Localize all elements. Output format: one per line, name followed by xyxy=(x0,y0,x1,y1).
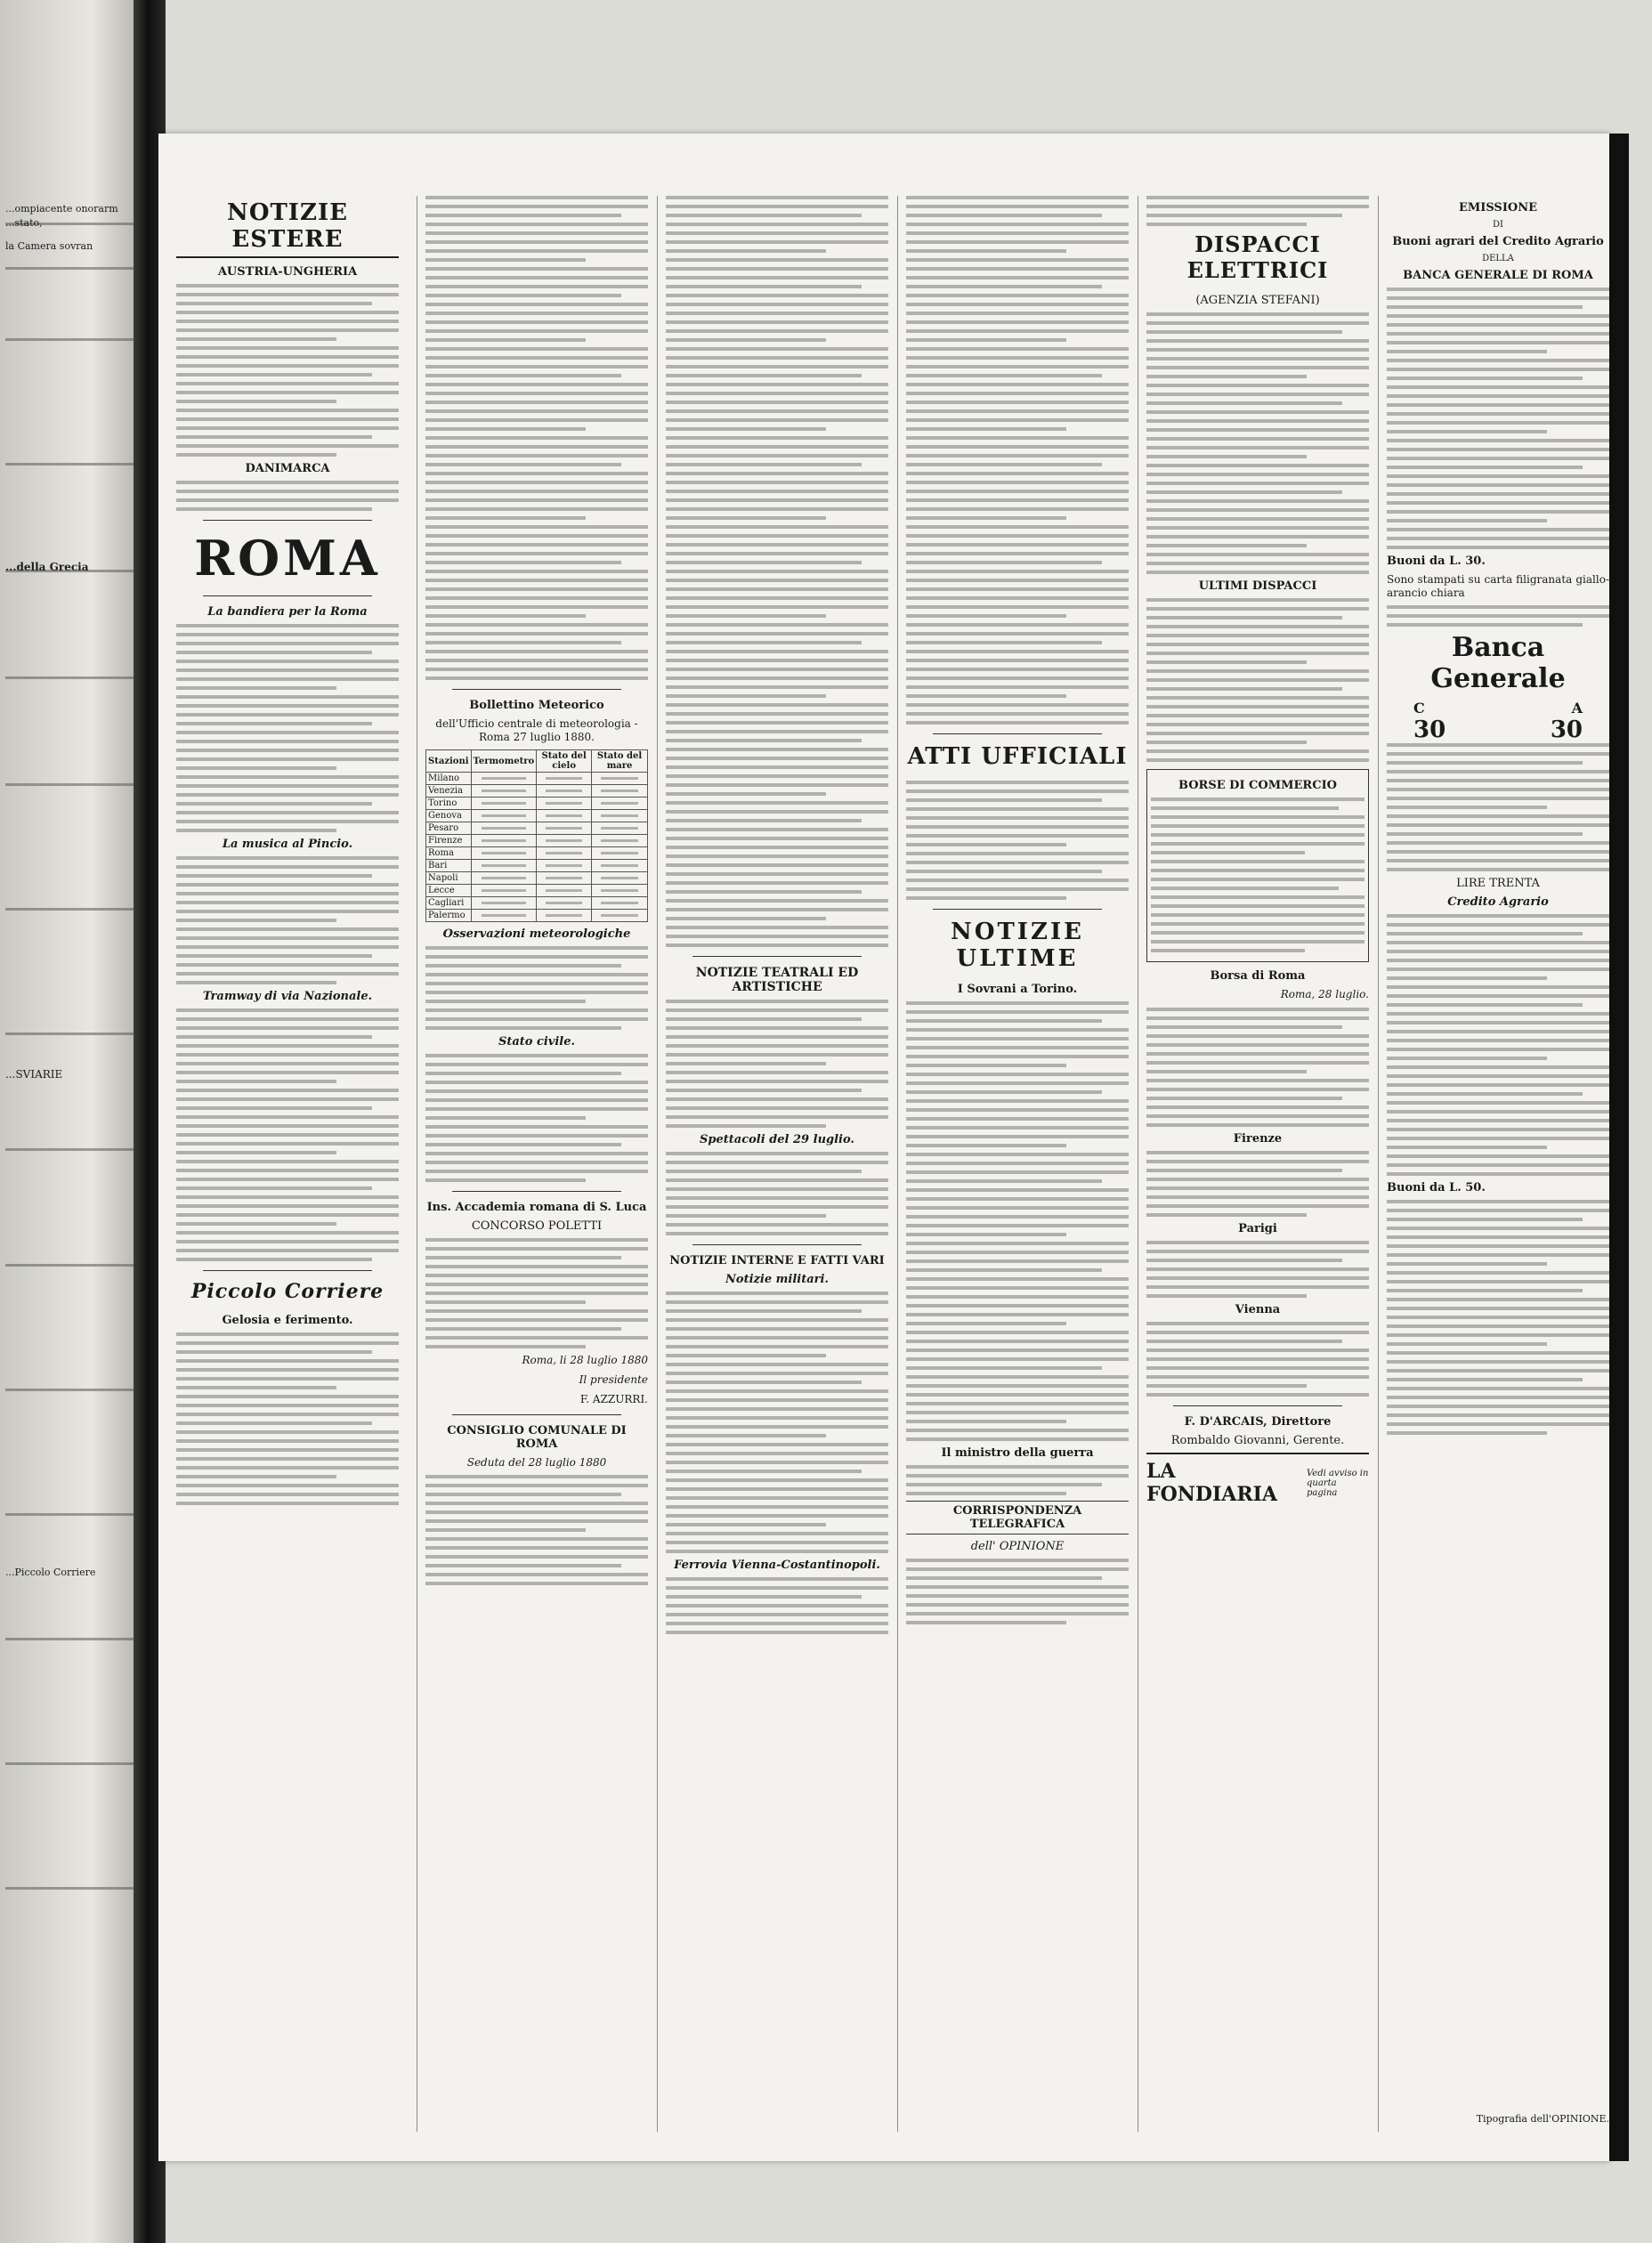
weather-cell xyxy=(471,872,537,885)
facing-page-edge xyxy=(0,0,151,2243)
weather-cell xyxy=(537,860,592,872)
fragment-5: ...SVIARIE xyxy=(5,1068,63,1081)
banca-heading: BANCA GENERALE DI ROMA xyxy=(1403,269,1593,282)
danimarca-heading: DANIMARCA xyxy=(245,462,330,475)
spettacoli-heading: Spettacoli del 29 luglio. xyxy=(700,1133,854,1146)
interne-heading: NOTIZIE INTERNE E FATTI VARI xyxy=(669,1254,885,1267)
borse-heading: BORSE DI COMMERCIO xyxy=(1178,779,1337,792)
presidente-name: F. AZZURRI. xyxy=(579,1393,648,1405)
fondiaria-heading: LA FONDIARIA xyxy=(1146,1460,1277,1506)
ferrovia-heading: Ferrovia Vienna-Costantinopoli. xyxy=(674,1559,880,1572)
weather-cell xyxy=(471,860,537,872)
weather-cell xyxy=(592,885,648,897)
station-name: Napoli xyxy=(426,872,472,885)
column-3 xyxy=(666,196,888,2132)
borsa-roma-date: Roma, 28 luglio. xyxy=(1280,988,1369,1000)
pincio-subheading: La musica al Pincio. xyxy=(222,838,353,851)
weather-row xyxy=(426,897,648,910)
right-page-edge xyxy=(1609,134,1629,2161)
col-mare: Stato del mare xyxy=(592,750,648,773)
firenze-heading: Firenze xyxy=(1233,1132,1283,1146)
weather-table xyxy=(425,749,648,922)
teatri-heading: NOTIZIE TEATRALI ED ARTISTICHE xyxy=(695,966,859,994)
column-6 xyxy=(1387,196,1609,2132)
station-name: Roma xyxy=(426,847,472,860)
parigi-heading: Parigi xyxy=(1238,1222,1277,1235)
vienna-heading: Vienna xyxy=(1235,1303,1281,1316)
banca-generale-ad-title: Banca Generale xyxy=(1430,632,1566,694)
weather-cell xyxy=(537,810,592,822)
weather-cell xyxy=(592,785,648,798)
station-name: Venezia xyxy=(426,785,472,798)
station-name: Pesaro xyxy=(426,822,472,835)
column-5 xyxy=(1146,196,1369,2132)
buoni-50-heading: Buoni da L. 50. xyxy=(1387,1181,1486,1194)
weather-cell xyxy=(471,822,537,835)
column-1 xyxy=(176,196,399,2132)
lire-trenta: LIRE TRENTA xyxy=(1456,877,1540,890)
ad-number-left: 30 xyxy=(1413,717,1446,743)
concorso-heading: CONCORSO POLETTI xyxy=(471,1219,603,1233)
weather-cell xyxy=(592,897,648,910)
borsa-roma-heading: Borsa di Roma xyxy=(1210,969,1306,983)
ad-letter-c: C xyxy=(1413,700,1425,717)
fondiaria-note: Vedi avviso in quarta pagina xyxy=(1307,1468,1369,1498)
fragment-1: ...ompiacente onorarm xyxy=(5,203,118,215)
weather-cell xyxy=(592,822,648,835)
column-4 xyxy=(906,196,1129,2132)
stato-civile-heading: Stato civile. xyxy=(498,1035,576,1049)
weather-cell xyxy=(592,847,648,860)
weather-cell xyxy=(471,785,537,798)
accademia-heading: Ins. Accademia romana di S. Luca xyxy=(426,1201,647,1214)
col-cielo: Stato del cielo xyxy=(537,750,592,773)
weather-row xyxy=(426,885,648,897)
station-name: Torino xyxy=(426,798,472,810)
gerente: Rombaldo Giovanni, Gerente. xyxy=(1170,1434,1345,1447)
notizie-estere-heading: NOTIZIE ESTERE xyxy=(176,199,399,258)
weather-row xyxy=(426,847,648,860)
weather-cell xyxy=(537,785,592,798)
militari-heading: Notizie militari. xyxy=(725,1273,829,1286)
weather-cell xyxy=(592,860,648,872)
gelosia-subheading: Gelosia e ferimento. xyxy=(222,1314,353,1327)
weather-row xyxy=(426,773,648,785)
ultimi-dispacci-heading: ULTIMI DISPACCI xyxy=(1198,579,1317,593)
weather-cell xyxy=(471,773,537,785)
weather-cell xyxy=(537,798,592,810)
weather-cell xyxy=(471,910,537,922)
presidente-title: Il presidente xyxy=(579,1373,648,1386)
weather-cell xyxy=(537,885,592,897)
weather-cell xyxy=(471,810,537,822)
corrispondenza-heading: CORRISPONDENZA TELEGRAFICA xyxy=(906,1501,1129,1534)
station-name: Firenze xyxy=(426,835,472,847)
weather-cell xyxy=(537,910,592,922)
weather-cell xyxy=(471,835,537,847)
newspaper-page xyxy=(158,134,1609,2161)
ministro-heading: Il ministro della guerra xyxy=(941,1446,1094,1460)
weather-cell xyxy=(471,885,537,897)
buoni-30-description: Sono stampati su carta filigranata giallo-arancio chiara xyxy=(1387,573,1609,599)
weather-cell xyxy=(592,835,648,847)
consiglio-heading: CONSIGLIO COMUNALE DI ROMA xyxy=(447,1424,627,1451)
weather-row xyxy=(426,872,648,885)
austria-ungheria-heading: AUSTRIA-UNGHERIA xyxy=(217,265,358,279)
dispacci-heading: DISPACCI ELETTRICI xyxy=(1186,231,1329,283)
buoni-30-heading: Buoni da L. 30. xyxy=(1387,555,1486,568)
weather-cell xyxy=(592,773,648,785)
station-name: Palermo xyxy=(426,910,472,922)
roma-date: Roma, li 28 luglio 1880 xyxy=(522,1354,648,1366)
station-name: Genova xyxy=(426,810,472,822)
col-stazioni: Stazioni xyxy=(426,750,472,773)
ad-number-right: 30 xyxy=(1550,717,1583,743)
direttore: F. D'ARCAIS, Direttore xyxy=(1184,1415,1332,1429)
fragment-4: ...della Grecia xyxy=(5,561,89,573)
buoni-heading: Buoni agrari del Credito Agrario xyxy=(1392,235,1604,248)
weather-cell xyxy=(537,897,592,910)
weather-cell xyxy=(471,897,537,910)
credito-agrario: Credito Agrario xyxy=(1447,895,1549,909)
tipografia-footer: Tipografia dell'OPINIONE. xyxy=(1476,2113,1609,2125)
bollettino-subheading: dell'Ufficio centrale di meteorologia - Roma 27 luglio 1880. xyxy=(435,717,638,743)
weather-cell xyxy=(537,773,592,785)
weather-cell xyxy=(471,798,537,810)
weather-cell xyxy=(471,847,537,860)
piccolo-corriere-heading: Piccolo Corriere xyxy=(190,1280,385,1303)
station-name: Lecce xyxy=(426,885,472,897)
station-name: Milano xyxy=(426,773,472,785)
consiglio-subheading: Seduta del 28 luglio 1880 xyxy=(466,1456,607,1469)
roma-heading: ROMA xyxy=(194,530,381,587)
emissione-heading: EMISSIONE xyxy=(1458,201,1538,215)
borse-box xyxy=(1146,769,1369,962)
atti-ufficiali-heading: ATTI UFFICIALI xyxy=(907,743,1128,770)
fragment-6: ...Piccolo Corriere xyxy=(5,1567,96,1578)
weather-cell xyxy=(537,847,592,860)
osservazioni-heading: Osservazioni meteorologiche xyxy=(442,927,631,941)
sovrani-heading: I Sovrani a Torino. xyxy=(957,983,1078,996)
weather-cell xyxy=(592,810,648,822)
di-label: DI xyxy=(1493,220,1503,230)
weather-cell xyxy=(537,872,592,885)
weather-row xyxy=(426,910,648,922)
weather-cell xyxy=(592,798,648,810)
weather-row xyxy=(426,835,648,847)
weather-row xyxy=(426,785,648,798)
weather-row xyxy=(426,860,648,872)
weather-cell xyxy=(537,835,592,847)
weather-row xyxy=(426,822,648,835)
agenzia-subheading: (AGENZIA STEFANI) xyxy=(1195,294,1320,307)
column-2 xyxy=(425,196,648,2132)
della-label: DELLA xyxy=(1482,254,1514,263)
ad-letter-a: A xyxy=(1571,700,1583,717)
fragment-3: la Camera sovran xyxy=(5,240,93,252)
notizie-ultime-heading: NOTIZIE ULTIME xyxy=(951,919,1084,972)
weather-cell xyxy=(592,910,648,922)
station-name: Cagliari xyxy=(426,897,472,910)
weather-cell xyxy=(537,822,592,835)
weather-cell xyxy=(592,872,648,885)
bollettino-heading: Bollettino Meteorico xyxy=(469,699,604,712)
col-termometro: Termometro xyxy=(471,750,537,773)
tramway-subheading: Tramway di via Nazionale. xyxy=(202,990,373,1003)
weather-row xyxy=(426,810,648,822)
fragment-2: ...stato, xyxy=(5,217,43,229)
station-name: Bari xyxy=(426,860,472,872)
bandiera-subheading: La bandiera per la Roma xyxy=(207,605,368,619)
weather-row xyxy=(426,798,648,810)
opinione-subheading: dell' OPINIONE xyxy=(970,1540,1065,1553)
